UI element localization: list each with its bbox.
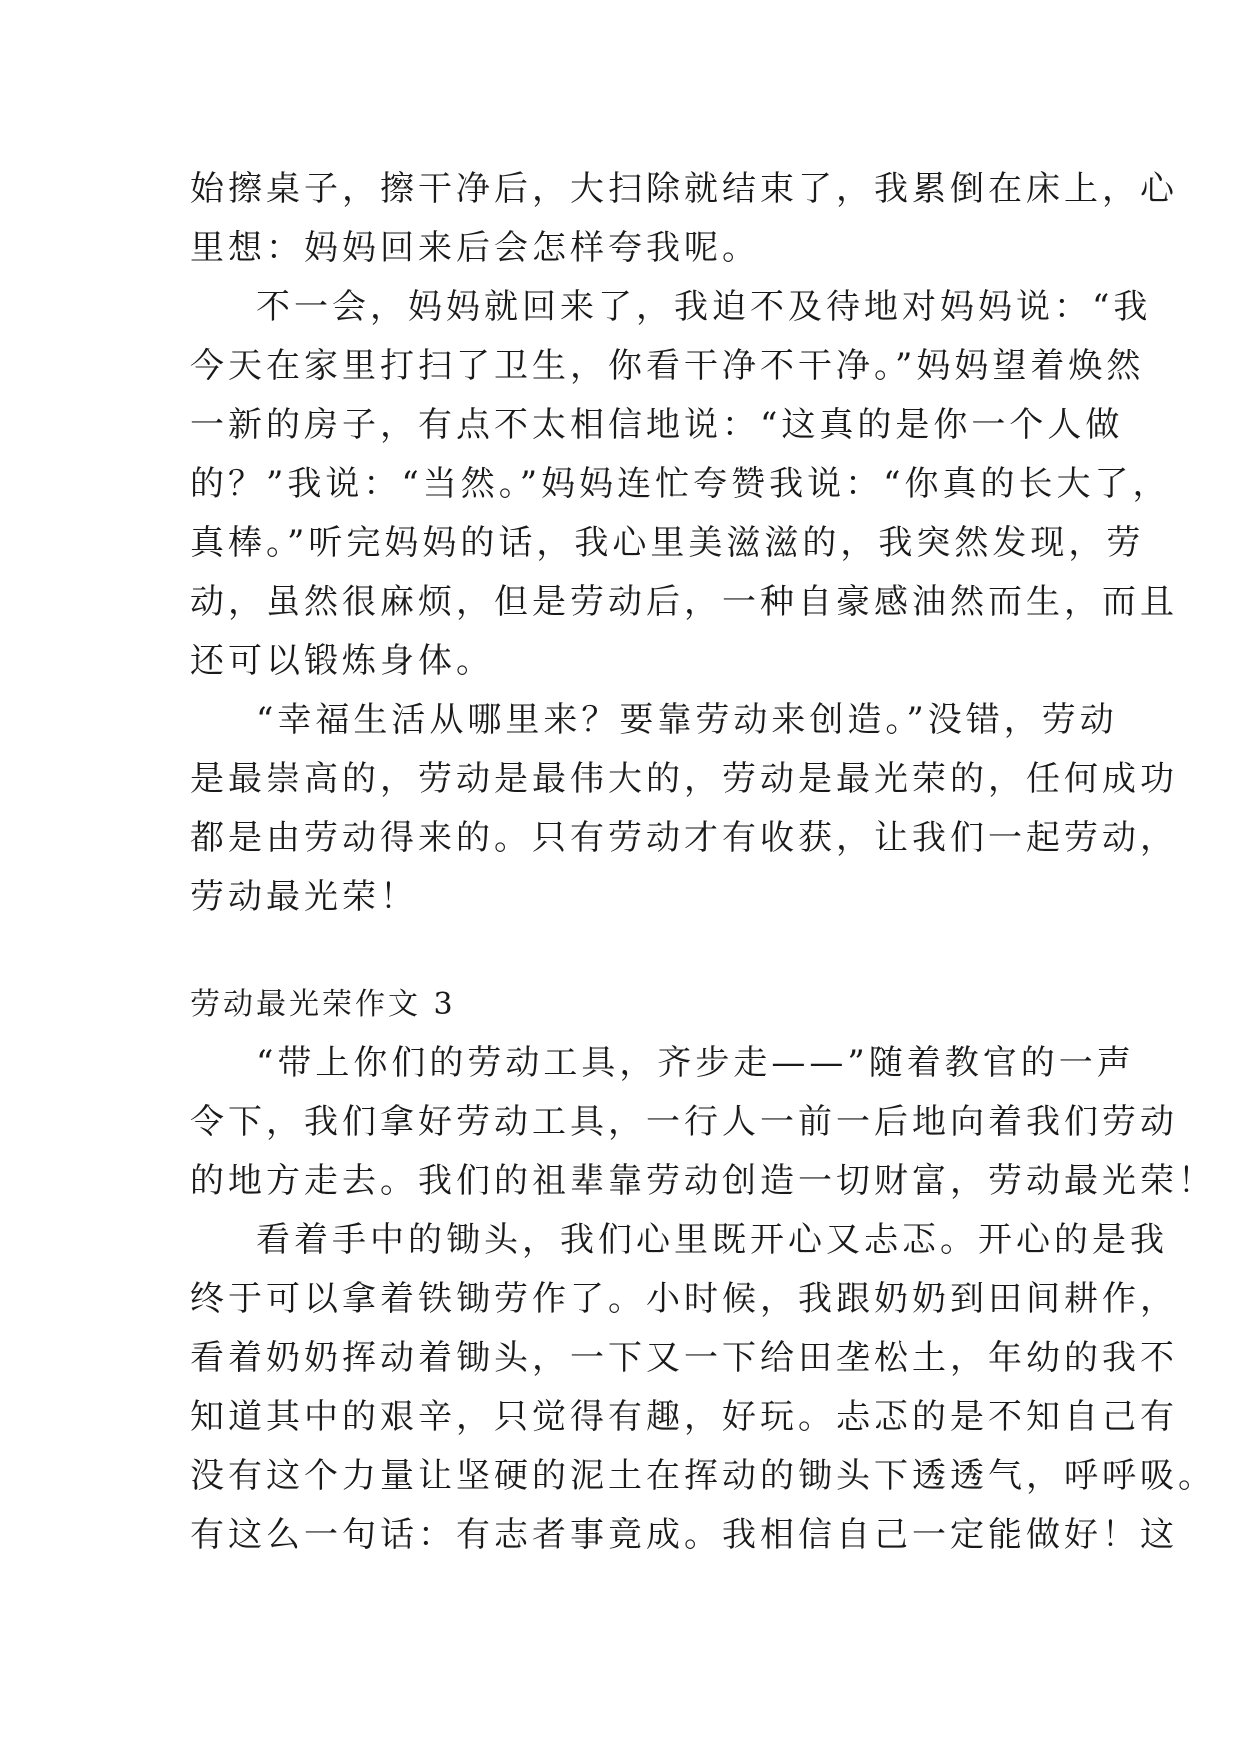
text-line: 令下，我们拿好劳动工具，一行人一前一后地向着我们劳动 [190, 1102, 1178, 1142]
text-line: 终于可以拿着铁锄劳作了。小时候，我跟奶奶到田间耕作， [190, 1279, 1178, 1319]
text-line: 始擦桌子，擦干净后，大扫除就结束了，我累倒在床上，心 [190, 169, 1178, 209]
text-line: “带上你们的劳动工具，齐步走——”随着教官的一声 [256, 1043, 1135, 1083]
text-line: 有这么一句话：有志者事竟成。我相信自己一定能做好！这 [190, 1515, 1178, 1555]
text-line: 看着奶奶挥动着锄头，一下又一下给田垄松土，年幼的我不 [190, 1338, 1178, 1378]
text-line: 劳动最光荣！ [190, 877, 418, 917]
text-line: 都是由劳动得来的。只有劳动才有收获，让我们一起劳动， [190, 818, 1178, 858]
essay-title: 劳动最光荣作文 3 [190, 987, 456, 1022]
document-body [190, 160, 1216, 1565]
text-line: 知道其中的艰辛，只觉得有趣，好玩。忐忑的是不知自己有 [190, 1397, 1178, 1437]
text-line: 动，虽然很麻烦，但是劳动后，一种自豪感油然而生，而且 [190, 582, 1178, 622]
text-line: “幸福生活从哪里来？要靠劳动来创造。”没错，劳动 [256, 700, 1118, 740]
text-line: 里想：妈妈回来后会怎样夸我呢。 [190, 228, 760, 268]
text-line: 的地方走去。我们的祖辈靠劳动创造一切财富，劳动最光荣！ [190, 1161, 1216, 1201]
text-line: 是最崇高的，劳动是最伟大的，劳动是最光荣的，任何成功 [190, 759, 1178, 799]
text-line: 真棒。”听完妈妈的话，我心里美滋滋的，我突然发现，劳 [190, 523, 1145, 563]
text-line: 的？”我说：“当然。”妈妈连忙夸赞我说：“你真的长大了， [190, 464, 1171, 504]
section-spacer [190, 927, 1060, 975]
text-line: 不一会，妈妈就回来了，我迫不及待地对妈妈说：“我 [256, 287, 1152, 327]
text-line: 看着手中的锄头，我们心里既开心又忐忑。开心的是我 [256, 1220, 1168, 1260]
text-line: 一新的房子，有点不太相信地说：“这真的是你一个人做 [190, 405, 1124, 445]
text-line: 今天在家里打扫了卫生，你看干净不干净。”妈妈望着焕然 [190, 346, 1145, 386]
text-line: 还可以锻炼身体。 [190, 641, 494, 681]
text-line: 没有这个力量让坚硬的泥土在挥动的锄头下透透气，呼呼吸。 [190, 1456, 1216, 1496]
